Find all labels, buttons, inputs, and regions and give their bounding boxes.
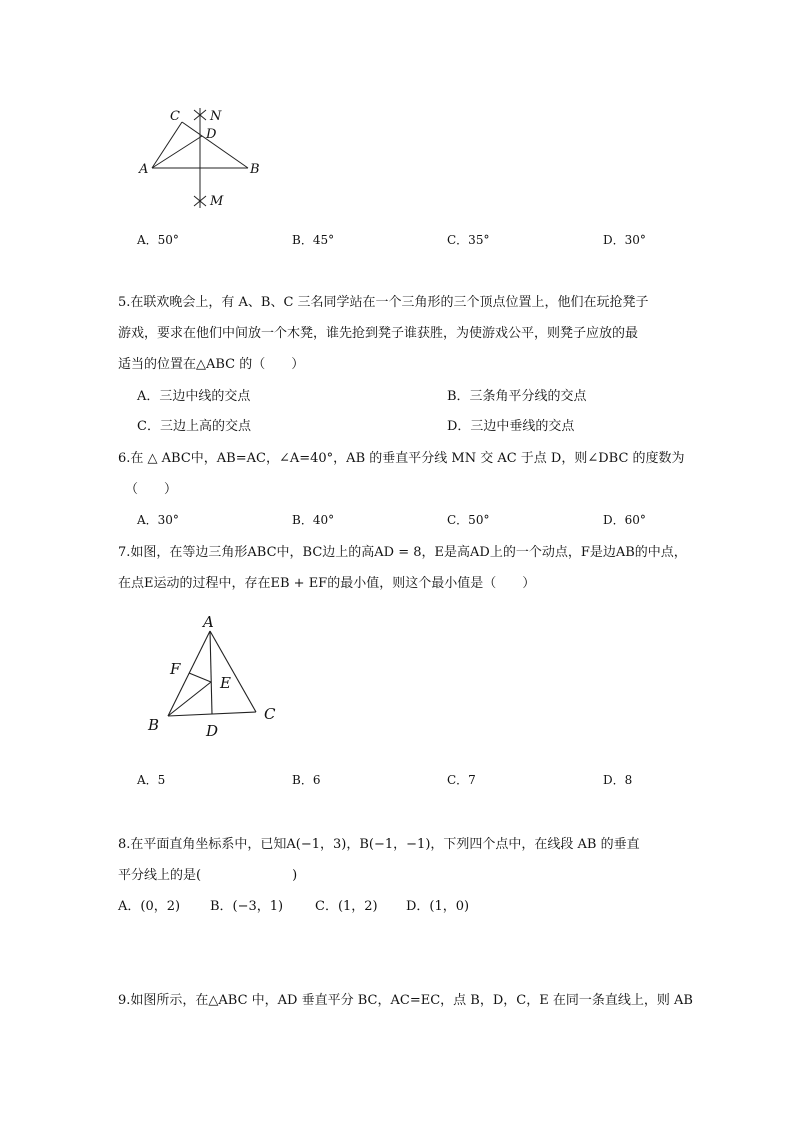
fig2-label-b: B <box>148 716 160 734</box>
q7-line-1: 7.如图，在等边三角形ABC中，BC边上的高AD = 8，E是高AD上的一个动点，F是边AB的中点， <box>118 545 687 560</box>
q6-option-b[interactable]: B．40° <box>292 513 335 527</box>
q7-line-2: 在点E运动的过程中，存在EB + EF的最小值，则这个最小值是（ ） <box>118 576 536 591</box>
q6-line-1: 6.在 △ ABC中，AB=AC，∠A=40°，AB 的垂直平分线 MN 交 AC 于点 D，则∠DBC 的度数为 <box>118 451 685 466</box>
q8-option-b[interactable]: B．(−3，1) <box>210 899 284 914</box>
fig1-label-c: C <box>170 109 180 124</box>
q5-line-2: 游戏，要求在他们中间放一个木凳，谁先抢到凳子谁获胜，为使游戏公平，则凳子应放的最 <box>118 326 639 341</box>
fig1-label-b: B <box>250 162 260 177</box>
figure-triangle-perpendicular-bisector <box>130 100 280 218</box>
figure-equilateral-triangle <box>140 608 290 743</box>
q8-line-1: 8.在平面直角坐标系中，已知A(−1，3)，B(−1，−1)，下列四个点中，在线段 AB 的垂直 <box>118 837 640 852</box>
fig1-label-n: N <box>210 109 222 124</box>
q4-option-d[interactable]: D．30° <box>603 233 646 247</box>
q6-option-d[interactable]: D．60° <box>603 513 646 527</box>
fig2-label-f: F <box>170 660 181 678</box>
fig1-label-m: M <box>210 194 224 209</box>
q7-option-c[interactable]: C．7 <box>447 773 476 787</box>
fig2-label-a: A <box>203 613 214 631</box>
q5-option-d[interactable]: D．三边中垂线的交点 <box>447 419 575 434</box>
q4-option-a[interactable]: A．50° <box>137 233 179 247</box>
q4-option-c[interactable]: C．35° <box>447 233 490 247</box>
q5-option-b[interactable]: B．三条角平分线的交点 <box>447 389 587 404</box>
q6-line-2: （ ） <box>125 482 178 497</box>
fig2-label-e: E <box>220 674 231 692</box>
q8-option-d[interactable]: D．(1，0) <box>406 899 470 914</box>
fig2-label-d: D <box>206 722 219 740</box>
q8-option-c[interactable]: C．(1，2) <box>315 899 378 914</box>
q5-line-3: 适当的位置在△ABC 的（ ） <box>118 357 305 372</box>
q7-option-a[interactable]: A．5 <box>137 773 166 787</box>
q5-option-a[interactable]: A．三边中线的交点 <box>137 389 251 404</box>
q7-option-d[interactable]: D．8 <box>603 773 633 787</box>
fig1-label-d: D <box>206 127 217 142</box>
q7-option-b[interactable]: B．6 <box>292 773 321 787</box>
fig1-label-a: A <box>139 162 149 177</box>
q4-option-b[interactable]: B．45° <box>292 233 335 247</box>
q6-option-a[interactable]: A．30° <box>137 513 179 527</box>
fig2-label-c: C <box>264 705 276 723</box>
q8-option-a[interactable]: A．(0，2) <box>118 899 181 914</box>
q8-line-2: 平分线上的是( ) <box>118 868 298 883</box>
q5-line-1: 5.在联欢晚会上，有 A、B、C 三名同学站在一个三角形的三个顶点位置上，他们在玩抢凳子 <box>118 295 649 310</box>
q5-option-c[interactable]: C．三边上高的交点 <box>137 419 251 434</box>
q6-option-c[interactable]: C．50° <box>447 513 490 527</box>
q9-line-1: 9.如图所示，在△ABC 中，AD 垂直平分 BC，AC=EC，点 B，D，C，E 在同一条直线上，则 AB <box>118 993 693 1008</box>
